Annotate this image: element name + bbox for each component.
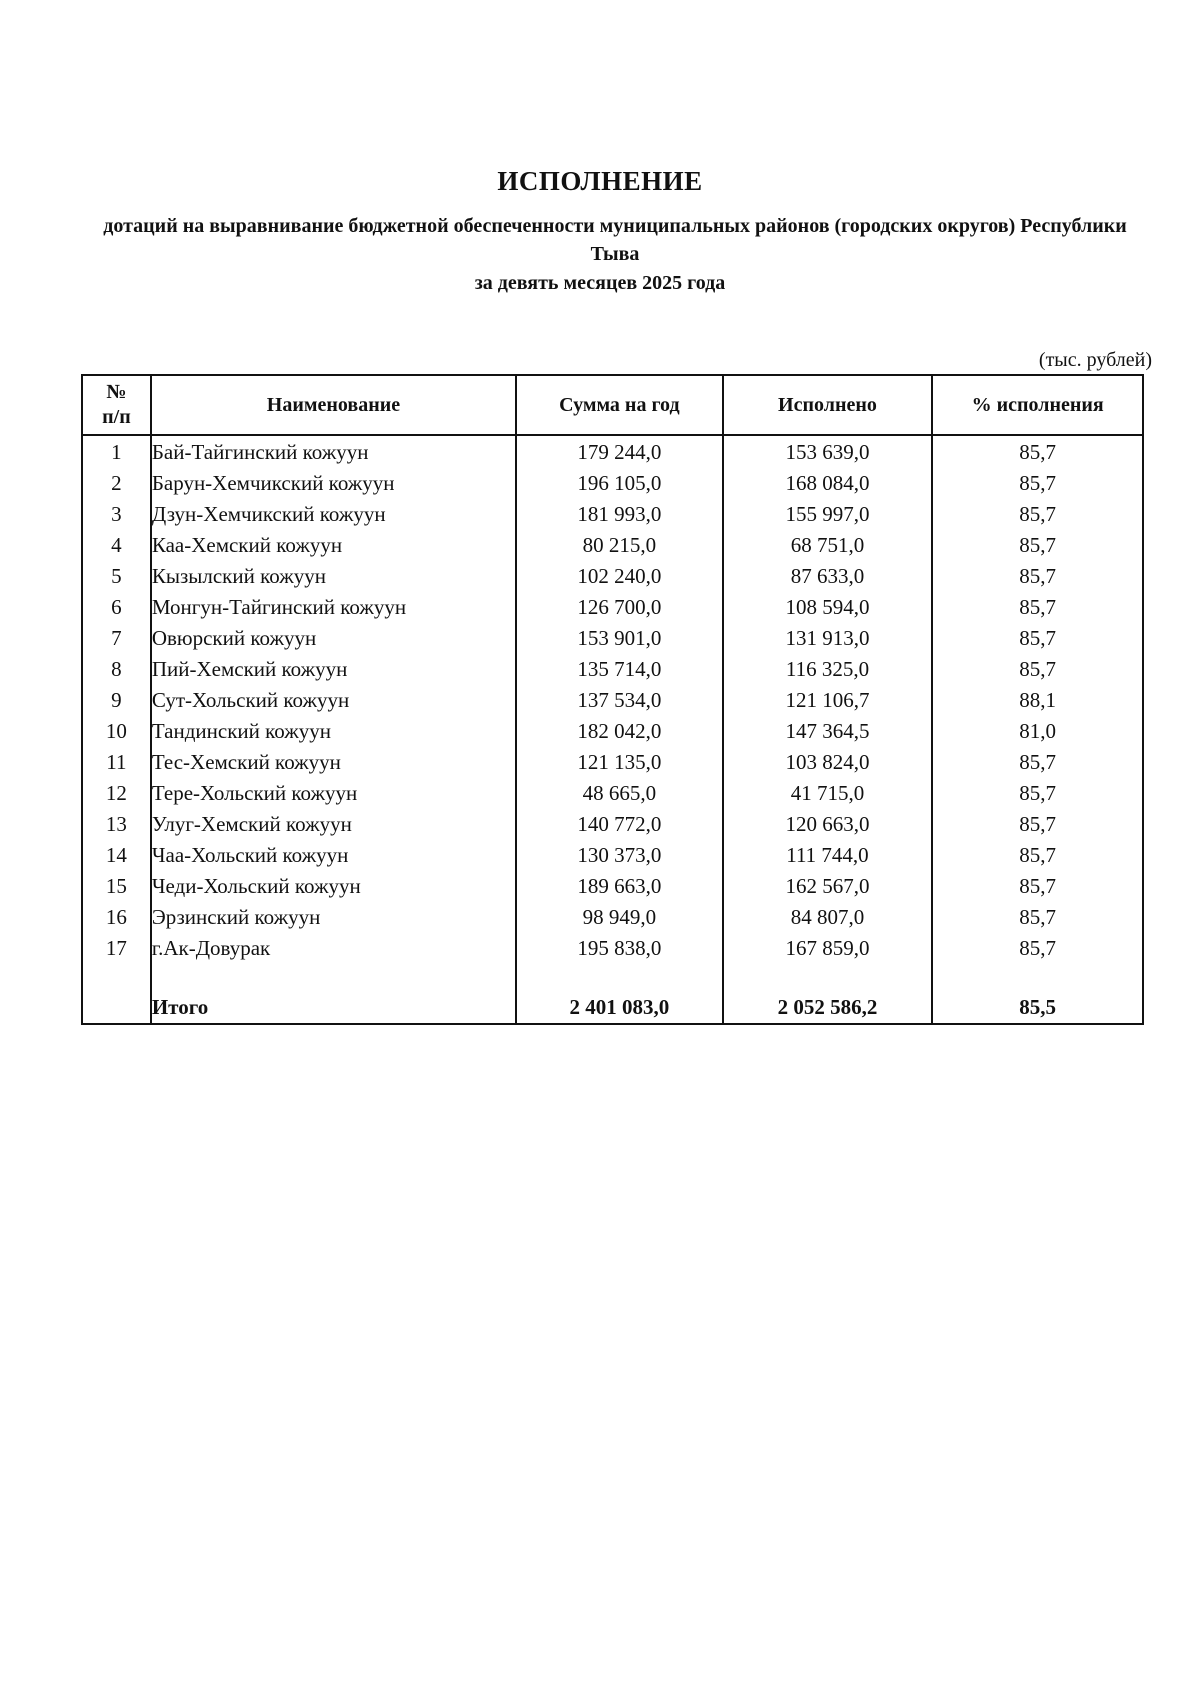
row-sum: 182 042,0 — [516, 715, 723, 746]
row-done: 111 744,0 — [723, 839, 933, 870]
row-sum: 137 534,0 — [516, 684, 723, 715]
row-pct: 85,7 — [932, 870, 1143, 901]
row-number: 9 — [82, 684, 151, 715]
row-pct: 85,7 — [932, 746, 1143, 777]
row-name: Дзун-Хемчикский кожуун — [151, 498, 516, 529]
table-row — [82, 529, 1143, 560]
row-number: 11 — [82, 746, 151, 777]
row-pct: 85,7 — [932, 622, 1143, 653]
row-pct: 85,7 — [932, 653, 1143, 684]
row-number: 17 — [82, 932, 151, 963]
row-done: 153 639,0 — [723, 435, 933, 467]
row-sum: 195 838,0 — [516, 932, 723, 963]
row-name: Монгун-Тайгинский кожуун — [151, 591, 516, 622]
header-name: Наименование — [151, 375, 516, 435]
total-sum: 2 401 083,0 — [516, 991, 723, 1024]
row-pct: 85,7 — [932, 839, 1143, 870]
spacer-cell — [723, 963, 933, 991]
row-number: 7 — [82, 622, 151, 653]
row-sum: 179 244,0 — [516, 435, 723, 467]
table-row — [82, 746, 1143, 777]
row-name: Каа-Хемский кожуун — [151, 529, 516, 560]
row-name: Пий-Хемский кожуун — [151, 653, 516, 684]
units-note: (тыс. рублей) — [1038, 349, 1152, 371]
row-pct: 85,7 — [932, 560, 1143, 591]
table-row — [82, 622, 1143, 653]
row-done: 68 751,0 — [723, 529, 933, 560]
row-done: 162 567,0 — [723, 870, 933, 901]
row-sum: 126 700,0 — [516, 591, 723, 622]
row-done: 84 807,0 — [723, 901, 933, 932]
row-number: 4 — [82, 529, 151, 560]
row-done: 87 633,0 — [723, 560, 933, 591]
table-row — [82, 777, 1143, 808]
row-number: 13 — [82, 808, 151, 839]
header-sum: Сумма на год — [516, 375, 723, 435]
row-done: 103 824,0 — [723, 746, 933, 777]
row-number: 14 — [82, 839, 151, 870]
row-pct: 85,7 — [932, 435, 1143, 467]
row-number: 15 — [82, 870, 151, 901]
row-name: Сут-Хольский кожуун — [151, 684, 516, 715]
total-number — [82, 991, 151, 1024]
execution-table — [81, 374, 1144, 1025]
row-done: 116 325,0 — [723, 653, 933, 684]
row-sum: 80 215,0 — [516, 529, 723, 560]
header-pct: % исполнения — [932, 375, 1143, 435]
row-name: Эрзинский кожуун — [151, 901, 516, 932]
row-pct: 85,7 — [932, 901, 1143, 932]
table-row — [82, 839, 1143, 870]
row-name: г.Ак-Довурак — [151, 932, 516, 963]
document-subtitle: дотаций на выравнивание бюджетной обеспеченности муниципальных районов (городских округов) Республики Тыва — [103, 215, 1127, 265]
table-header-row — [82, 375, 1143, 435]
row-number: 10 — [82, 715, 151, 746]
row-done: 121 106,7 — [723, 684, 933, 715]
row-sum: 102 240,0 — [516, 560, 723, 591]
row-sum: 189 663,0 — [516, 870, 723, 901]
row-name: Улуг-Хемский кожуун — [151, 808, 516, 839]
row-sum: 196 105,0 — [516, 467, 723, 498]
row-number: 3 — [82, 498, 151, 529]
row-pct: 88,1 — [932, 684, 1143, 715]
row-pct: 85,7 — [932, 777, 1143, 808]
row-done: 147 364,5 — [723, 715, 933, 746]
header-number-abbr: п/п — [102, 406, 131, 428]
table-row — [82, 684, 1143, 715]
row-sum: 48 665,0 — [516, 777, 723, 808]
spacer-cell — [516, 963, 723, 991]
row-done: 41 715,0 — [723, 777, 933, 808]
row-pct: 85,7 — [932, 591, 1143, 622]
row-sum: 135 714,0 — [516, 653, 723, 684]
row-name: Тере-Хольский кожуун — [151, 777, 516, 808]
spacer-cell — [82, 963, 151, 991]
row-name: Бай-Тайгинский кожуун — [151, 435, 516, 467]
total-pct: 85,5 — [932, 991, 1143, 1024]
row-name: Барун-Хемчикский кожуун — [151, 467, 516, 498]
row-pct: 85,7 — [932, 808, 1143, 839]
row-pct: 85,7 — [932, 529, 1143, 560]
row-sum: 153 901,0 — [516, 622, 723, 653]
row-name: Кызылский кожуун — [151, 560, 516, 591]
row-name: Овюрский кожуун — [151, 622, 516, 653]
table-row — [82, 932, 1143, 963]
table-row — [82, 653, 1143, 684]
row-name: Чеди-Хольский кожуун — [151, 870, 516, 901]
row-name: Чаа-Хольский кожуун — [151, 839, 516, 870]
row-done: 120 663,0 — [723, 808, 933, 839]
row-done: 168 084,0 — [723, 467, 933, 498]
row-number: 16 — [82, 901, 151, 932]
header-number-symbol: № — [106, 381, 127, 403]
total-done: 2 052 586,2 — [723, 991, 933, 1024]
row-number: 8 — [82, 653, 151, 684]
row-sum: 140 772,0 — [516, 808, 723, 839]
spacer-cell — [151, 963, 516, 991]
table-row — [82, 591, 1143, 622]
table-row — [82, 715, 1143, 746]
row-pct: 85,7 — [932, 467, 1143, 498]
row-number: 1 — [82, 435, 151, 467]
row-pct: 85,7 — [932, 498, 1143, 529]
row-name: Тес-Хемский кожуун — [151, 746, 516, 777]
table-row — [82, 467, 1143, 498]
table-row — [82, 560, 1143, 591]
row-sum: 181 993,0 — [516, 498, 723, 529]
row-number: 6 — [82, 591, 151, 622]
row-pct: 81,0 — [932, 715, 1143, 746]
table-row — [82, 435, 1143, 467]
table-body — [82, 435, 1143, 1024]
row-number: 12 — [82, 777, 151, 808]
row-done: 131 913,0 — [723, 622, 933, 653]
document-title: ИСПОЛНЕНИЕ — [497, 166, 703, 196]
row-number: 2 — [82, 467, 151, 498]
row-sum: 121 135,0 — [516, 746, 723, 777]
row-pct: 85,7 — [932, 932, 1143, 963]
table-row — [82, 498, 1143, 529]
row-done: 155 997,0 — [723, 498, 933, 529]
total-row — [82, 991, 1143, 1024]
table-row — [82, 808, 1143, 839]
document-period: за девять месяцев 2025 года — [474, 272, 726, 294]
spacer-cell — [932, 963, 1143, 991]
table-row — [82, 901, 1143, 932]
spacer-row — [82, 963, 1143, 991]
row-sum: 130 373,0 — [516, 839, 723, 870]
header-number — [82, 375, 151, 435]
row-sum: 98 949,0 — [516, 901, 723, 932]
header-done: Исполнено — [723, 375, 933, 435]
row-done: 167 859,0 — [723, 932, 933, 963]
table-row — [82, 870, 1143, 901]
row-done: 108 594,0 — [723, 591, 933, 622]
row-name: Тандинский кожуун — [151, 715, 516, 746]
row-number: 5 — [82, 560, 151, 591]
total-label: Итого — [151, 991, 516, 1024]
